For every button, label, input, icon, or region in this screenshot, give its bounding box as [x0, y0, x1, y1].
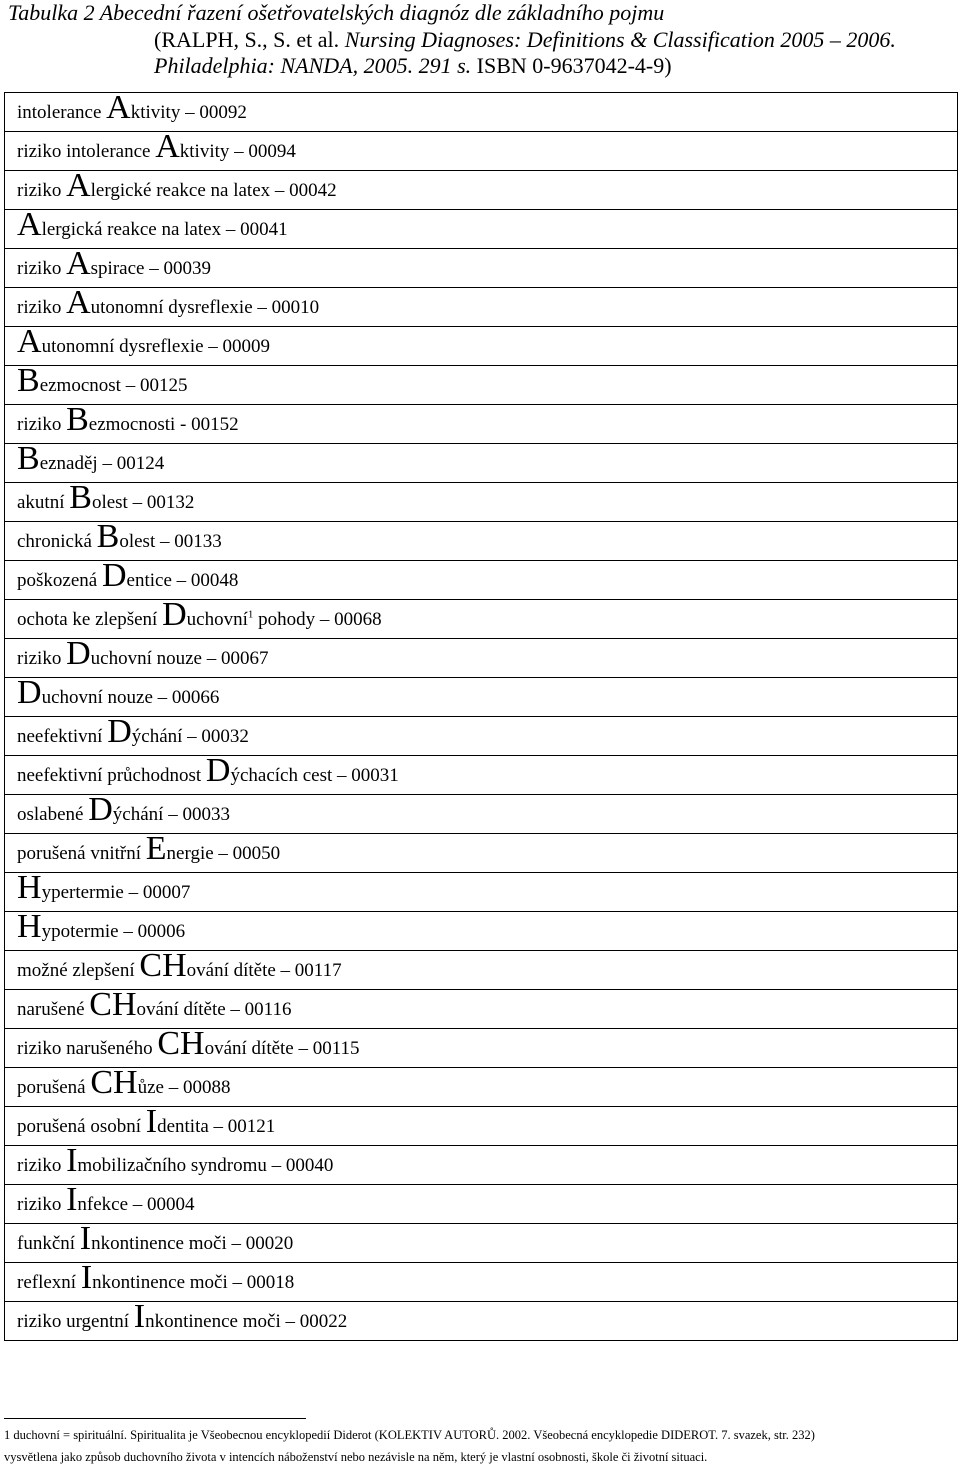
diagnosis-key-letter: A	[66, 167, 91, 204]
diagnosis-text	[17, 752, 399, 789]
footnote	[4, 1424, 954, 1468]
table-row	[5, 1263, 958, 1302]
diagnosis-cell	[5, 1259, 958, 1302]
table-row	[5, 912, 958, 951]
footnote-rule	[4, 1418, 306, 1419]
diagnosis-rest: nergie – 00050	[166, 843, 281, 864]
diagnosis-cell	[5, 986, 958, 1029]
diagnosis-rest: ýchání – 00033	[112, 804, 230, 825]
diagnosis-prefix: reflexní	[17, 1272, 81, 1293]
diagnosis-rest: utonomní dysreflexie – 00010	[90, 297, 320, 318]
diagnosis-cell	[5, 830, 958, 873]
diagnosis-text	[17, 1064, 231, 1101]
diagnosis-prefix: riziko	[17, 648, 67, 669]
diagnosis-key-letter: CH	[90, 1064, 138, 1101]
diagnosis-rest: nkontinence moči – 00020	[91, 1233, 294, 1254]
diagnosis-cell	[5, 1142, 958, 1185]
diagnosis-rest: olest – 00132	[91, 492, 195, 513]
diagnosis-prefix: poškozená	[17, 570, 102, 591]
diagnosis-key-letter: D	[107, 713, 132, 750]
diagnosis-cell	[5, 518, 958, 561]
diagnosis-text	[17, 1259, 295, 1296]
diagnosis-key-letter: A	[106, 89, 131, 126]
diagnosis-key-letter: A	[66, 245, 91, 282]
diagnosis-cell	[5, 128, 958, 171]
diagnosis-rest: ýchacích cest – 00031	[230, 765, 399, 786]
table-row	[5, 522, 958, 561]
table-row	[5, 561, 958, 600]
diagnosis-cell	[5, 206, 958, 249]
diagnosis-cell	[5, 1298, 958, 1341]
diagnosis-rest: ktivity – 00092	[130, 102, 247, 123]
table-row	[5, 678, 958, 717]
diagnosis-cell	[5, 284, 958, 327]
diagnosis-cell	[5, 869, 958, 912]
table-row	[5, 717, 958, 756]
diagnosis-key-letter: I	[66, 1181, 78, 1218]
diagnosis-text	[17, 518, 222, 555]
diagnosis-cell	[5, 479, 958, 522]
table-row	[5, 171, 958, 210]
diagnosis-key-letter: B	[17, 362, 40, 399]
diagnosis-text	[17, 791, 230, 828]
table-row	[5, 1302, 958, 1341]
diagnosis-text	[17, 557, 239, 594]
footnote-marker: 1	[247, 608, 254, 621]
diagnosis-key-letter: I	[133, 1298, 146, 1335]
diagnosis-rest: ktivity – 00094	[179, 141, 296, 162]
diagnosis-prefix: riziko	[17, 1194, 67, 1215]
table-row	[5, 795, 958, 834]
diagnosis-rest: ezmocnosti - 00152	[88, 414, 239, 435]
diagnosis-key-letter: D	[205, 752, 231, 789]
table-row	[5, 639, 958, 678]
diagnosis-text	[17, 713, 249, 750]
diagnosis-text	[17, 869, 191, 906]
diagnosis-text	[17, 947, 342, 984]
table-row	[5, 1185, 958, 1224]
diagnosis-cell	[5, 167, 958, 210]
diagnosis-key-letter: I	[79, 1220, 92, 1257]
diagnosis-prefix: neefektivní průchodnost	[17, 765, 206, 786]
diagnosis-rest: nfekce – 00004	[77, 1194, 195, 1215]
diagnoses-table	[4, 89, 958, 1341]
diagnosis-key-letter: I	[80, 1259, 93, 1296]
table-row	[5, 405, 958, 444]
table-caption	[8, 0, 948, 80]
diagnosis-rest: ezmocnost – 00125	[39, 375, 188, 396]
diagnosis-key-letter: CH	[139, 947, 187, 984]
diagnosis-rest: utonomní dysreflexie – 00009	[41, 336, 271, 357]
diagnosis-rest: spirace – 00039	[90, 258, 211, 279]
diagnosis-rest: ypertermie – 00007	[41, 882, 191, 903]
diagnosis-cell	[5, 401, 958, 444]
diagnosis-key-letter: D	[162, 596, 187, 633]
table-row	[5, 1029, 958, 1068]
diagnosis-prefix: riziko intolerance	[17, 141, 156, 162]
diagnosis-prefix: porušená	[17, 1077, 91, 1098]
diagnosis-cell	[5, 1220, 958, 1263]
diagnosis-prefix: riziko	[17, 258, 67, 279]
diagnosis-rest: eznaděj – 00124	[39, 453, 165, 474]
diagnosis-cell	[5, 947, 958, 990]
diagnosis-cell	[5, 791, 958, 834]
diagnosis-prefix: oslabené	[17, 804, 89, 825]
diagnosis-prefix: akutní	[17, 492, 70, 513]
diagnosis-rest: lergická reakce na latex – 00041	[41, 219, 288, 240]
diagnosis-key-letter: D	[17, 674, 42, 711]
diagnosis-key-letter: H	[17, 869, 42, 906]
diagnosis-key-letter: A	[17, 323, 42, 360]
diagnosis-prefix: ochota ke zlepšení	[17, 609, 163, 630]
diagnosis-cell	[5, 1025, 958, 1068]
diagnosis-text	[17, 1220, 294, 1257]
diagnosis-prefix: porušená vnitřní	[17, 843, 146, 864]
footnote-line-1: 1 duchovní = spirituální. Spiritualita je Všeobecnou encyklopedií Diderot (KOLEKTIV AUTORŮ. 2002. Všeobecná encyklopedie DIDEROT. 7. svazek, str. 232)	[4, 1428, 815, 1442]
diagnosis-prefix: riziko urgentní	[17, 1311, 134, 1332]
diagnosis-cell	[5, 362, 958, 405]
table-row	[5, 1068, 958, 1107]
diagnosis-text	[17, 128, 296, 165]
diagnosis-prefix: intolerance	[17, 102, 107, 123]
caption-line-1: Tabulka 2 Abecední řazení ošetřovatelských diagnóz dle základního pojmu	[8, 0, 665, 25]
diagnosis-prefix: riziko	[17, 180, 67, 201]
diagnosis-key-letter: B	[66, 401, 89, 438]
diagnosis-key-letter: E	[145, 830, 167, 867]
diagnosis-key-letter: H	[17, 908, 42, 945]
diagnosis-prefix: riziko narušeného	[17, 1038, 158, 1059]
diagnosis-cell	[5, 635, 958, 678]
diagnosis-text	[17, 1142, 334, 1179]
diagnosis-text	[17, 167, 337, 204]
table-row	[5, 756, 958, 795]
diagnosis-rest-2: pohody – 00068	[253, 609, 382, 630]
diagnosis-rest: ování dítěte – 00115	[204, 1038, 360, 1059]
footnote-line-2: vysvětlena jako způsob duchovního života v intencích náboženství nebo nezávisle na něm, který je vlastní osobnosti, škole či životní situaci.	[4, 1450, 708, 1464]
diagnosis-cell	[5, 596, 958, 639]
diagnosis-cell	[5, 245, 958, 288]
diagnosis-text	[17, 362, 188, 399]
diagnosis-prefix: porušená osobní	[17, 1116, 146, 1137]
table-row	[5, 1107, 958, 1146]
diagnosis-key-letter: D	[88, 791, 113, 828]
diagnosis-key-letter: CH	[89, 986, 137, 1023]
diagnosis-rest: entice – 00048	[126, 570, 239, 591]
diagnosis-key-letter: D	[101, 557, 127, 594]
diagnosis-text	[17, 986, 292, 1023]
diagnosis-rest: lergické reakce na latex – 00042	[90, 180, 337, 201]
diagnosis-text	[17, 89, 247, 126]
diagnosis-text	[17, 635, 269, 672]
table-row	[5, 483, 958, 522]
diagnosis-key-letter: D	[66, 635, 91, 672]
diagnosis-text	[17, 1025, 360, 1062]
diagnosis-rest: nkontinence moči – 00022	[145, 1311, 348, 1332]
diagnosis-text	[17, 284, 320, 321]
diagnosis-rest: uchovní nouze – 00066	[41, 687, 220, 708]
diagnosis-key-letter: I	[66, 1142, 78, 1179]
diagnosis-prefix: chronická	[17, 531, 97, 552]
diagnosis-cell	[5, 323, 958, 366]
diagnosis-prefix: možné zlepšení	[17, 960, 140, 981]
table-row	[5, 951, 958, 990]
diagnosis-text	[17, 206, 288, 243]
diagnosis-rest: uchovní nouze – 00067	[90, 648, 269, 669]
diagnosis-rest: mobilizačního syndromu – 00040	[77, 1155, 334, 1176]
diagnosis-rest: ování dítěte – 00117	[186, 960, 342, 981]
diagnosis-text	[17, 1298, 348, 1335]
diagnosis-text	[17, 908, 186, 945]
diagnosis-text	[17, 440, 165, 477]
diagnosis-rest: nkontinence moči – 00018	[92, 1272, 295, 1293]
diagnosis-cell	[5, 557, 958, 600]
diagnosis-prefix: riziko	[17, 297, 67, 318]
caption-line-2: (RALPH, S., S. et al. Nursing Diagnoses: Definitions & Classification 2005 – 2006.	[154, 26, 896, 52]
diagnosis-text	[17, 1103, 276, 1140]
diagnosis-rest: ypotermie – 00006	[41, 921, 186, 942]
diagnosis-text	[17, 401, 239, 438]
table-row	[5, 93, 958, 132]
diagnosis-rest: ování dítěte – 00116	[136, 999, 292, 1020]
diagnosis-text	[17, 479, 195, 516]
diagnosis-rest: ýchání – 00032	[131, 726, 249, 747]
table-row	[5, 1224, 958, 1263]
diagnosis-cell	[5, 908, 958, 951]
diagnosis-rest: dentita – 00121	[157, 1116, 276, 1137]
diagnosis-text	[17, 830, 281, 867]
diagnosis-key-letter: A	[155, 128, 180, 165]
table-row	[5, 249, 958, 288]
table-row	[5, 444, 958, 483]
diagnosis-prefix: riziko	[17, 1155, 67, 1176]
diagnosis-key-letter: A	[17, 206, 42, 243]
diagnosis-cell	[5, 1064, 958, 1107]
diagnosis-prefix: funkční	[17, 1233, 80, 1254]
diagnosis-prefix: narušené	[17, 999, 90, 1020]
table-row	[5, 327, 958, 366]
table-row	[5, 288, 958, 327]
diagnosis-text	[17, 323, 271, 360]
diagnosis-cell	[5, 713, 958, 756]
diagnosis-cell	[5, 674, 958, 717]
diagnosis-cell	[5, 752, 958, 795]
diagnosis-key-letter: A	[66, 284, 91, 321]
table-row	[5, 873, 958, 912]
diagnosis-rest: uchovní	[186, 609, 248, 630]
diagnosis-text	[17, 245, 211, 282]
diagnosis-text	[17, 596, 382, 633]
diagnosis-rest: ůze – 00088	[137, 1077, 231, 1098]
diagnosis-prefix: neefektivní	[17, 726, 108, 747]
diagnosis-key-letter: B	[17, 440, 40, 477]
diagnosis-key-letter: I	[145, 1103, 158, 1140]
diagnosis-rest: olest – 00133	[119, 531, 222, 552]
table-row	[5, 600, 958, 639]
table-row	[5, 366, 958, 405]
table-row	[5, 990, 958, 1029]
diagnosis-key-letter: B	[96, 518, 120, 555]
diagnosis-cell	[5, 1181, 958, 1224]
diagnosis-cell	[5, 440, 958, 483]
table-row	[5, 1146, 958, 1185]
diagnosis-text	[17, 1181, 195, 1218]
diagnosis-key-letter: B	[69, 479, 92, 516]
diagnosis-text	[17, 674, 220, 711]
diagnosis-cell	[5, 1103, 958, 1146]
table-row	[5, 132, 958, 171]
table-row	[5, 834, 958, 873]
diagnosis-cell	[5, 89, 958, 132]
diagnosis-prefix: riziko	[17, 414, 67, 435]
caption-line-3: Philadelphia: NANDA, 2005. 291 s. ISBN 0-9637042-4-9)	[154, 53, 672, 78]
table-row	[5, 210, 958, 249]
diagnosis-key-letter: CH	[157, 1025, 205, 1062]
